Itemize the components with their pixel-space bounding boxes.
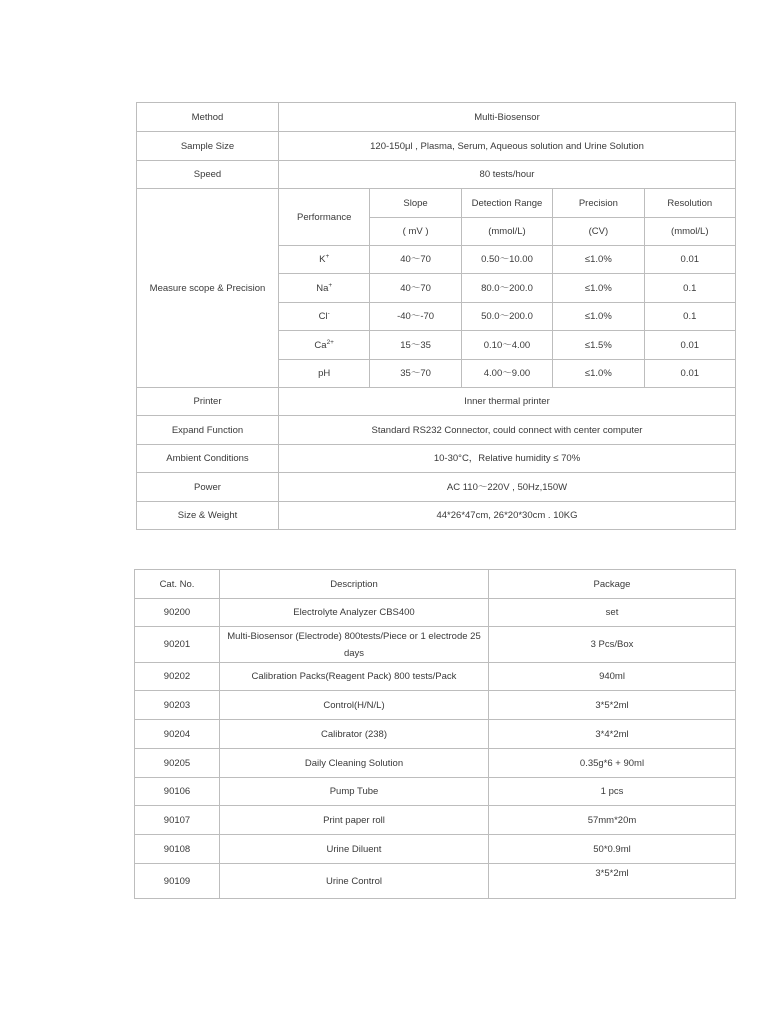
catalog-row <box>135 864 736 899</box>
slope-cell: 40～70 <box>370 246 461 274</box>
measure-header-row <box>137 189 736 218</box>
spec-value: Standard RS232 Connector, could connect with center computer <box>279 416 736 445</box>
catalog-pkg: 57mm*20m <box>489 806 736 835</box>
catalog-header: Description <box>220 570 489 599</box>
catalog-header: Package <box>489 570 736 599</box>
ion-cell <box>279 303 370 331</box>
catalog-table <box>134 569 736 899</box>
spec-value: Multi-Biosensor <box>279 103 736 132</box>
catalog-pkg: 0.35g*6 + 90ml <box>489 749 736 778</box>
measure-unit: (mmol/L) <box>644 218 735 246</box>
catalog-header: Cat. No. <box>135 570 220 599</box>
spec-row-speed <box>137 161 736 189</box>
resolution-cell: 0.01 <box>644 331 735 360</box>
measure-header: Precision <box>553 189 644 218</box>
spec-label: Sample Size <box>137 132 279 161</box>
ion-charge: + <box>325 252 330 260</box>
catalog-desc: Urine Control <box>220 864 489 899</box>
catalog-no: 90109 <box>135 864 220 899</box>
catalog-desc: Multi-Biosensor (Electrode) 800tests/Piece or 1 electrode 25 days <box>220 627 489 663</box>
slope-cell: 35～70 <box>370 360 461 388</box>
precision-cell: ≤1.5% <box>553 331 644 360</box>
spec-label: Size & Weight <box>137 502 279 530</box>
ion-cell <box>279 331 370 360</box>
spec-value: AC 110～220V , 50Hz,150W <box>279 473 736 502</box>
resolution-cell: 0.01 <box>644 246 735 274</box>
slope-cell: 15～35 <box>370 331 461 360</box>
measure-unit: (CV) <box>553 218 644 246</box>
catalog-no: 90200 <box>135 599 220 627</box>
spec-row-size <box>137 502 736 530</box>
spec-value: 120-150μl , Plasma, Serum, Aqueous solution and Urine Solution <box>279 132 736 161</box>
catalog-pkg: 3*5*2ml <box>489 864 736 899</box>
catalog-pkg: 50*0.9ml <box>489 835 736 864</box>
catalog-pkg: 3*4*2ml <box>489 720 736 749</box>
spec-label: Printer <box>137 388 279 416</box>
spec-label: Ambient Conditions <box>137 445 279 473</box>
catalog-pkg: 3*5*2ml <box>489 691 736 720</box>
ion-symbol: K <box>319 254 326 265</box>
catalog-no: 90202 <box>135 663 220 691</box>
catalog-no: 90205 <box>135 749 220 778</box>
catalog-row <box>135 806 736 835</box>
measure-header: Detection Range <box>461 189 552 218</box>
measure-header: Resolution <box>644 189 735 218</box>
spec-row-expand <box>137 416 736 445</box>
spec-value: Inner thermal printer <box>279 388 736 416</box>
spec-label: Power <box>137 473 279 502</box>
catalog-row <box>135 835 736 864</box>
spec-row-sample-size <box>137 132 736 161</box>
spec-value: 44*26*47cm, 26*20*30cm . 10KG <box>279 502 736 530</box>
precision-cell: ≤1.0% <box>553 360 644 388</box>
catalog-desc: Print paper roll <box>220 806 489 835</box>
measure-unit: ( mV ) <box>370 218 461 246</box>
precision-cell: ≤1.0% <box>553 246 644 274</box>
range-cell: 0.10～4.00 <box>461 331 552 360</box>
slope-cell: 40～70 <box>370 274 461 303</box>
catalog-desc: Electrolyte Analyzer CBS400 <box>220 599 489 627</box>
precision-cell: ≤1.0% <box>553 303 644 331</box>
catalog-desc: Control(H/N/L) <box>220 691 489 720</box>
catalog-row <box>135 599 736 627</box>
catalog-no: 90107 <box>135 806 220 835</box>
spec-row-method <box>137 103 736 132</box>
slope-cell: -40～-70 <box>370 303 461 331</box>
ion-cell <box>279 246 370 274</box>
range-cell: 50.0～200.0 <box>461 303 552 331</box>
catalog-row <box>135 627 736 663</box>
catalog-row <box>135 663 736 691</box>
spec-row-printer <box>137 388 736 416</box>
precision-cell: ≤1.0% <box>553 274 644 303</box>
catalog-desc: Calibrator (238) <box>220 720 489 749</box>
ion-cell <box>279 274 370 303</box>
catalog-no: 90204 <box>135 720 220 749</box>
catalog-pkg: 940ml <box>489 663 736 691</box>
resolution-cell: 0.1 <box>644 303 735 331</box>
range-cell: 80.0～200.0 <box>461 274 552 303</box>
catalog-desc: Urine Diluent <box>220 835 489 864</box>
catalog-desc: Daily Cleaning Solution <box>220 749 489 778</box>
range-cell: 0.50～10.00 <box>461 246 552 274</box>
catalog-desc: Pump Tube <box>220 778 489 806</box>
catalog-desc: Calibration Packs(Reagent Pack) 800 tests/Pack <box>220 663 489 691</box>
ion-symbol: Cl <box>318 311 328 322</box>
measure-unit: (mmol/L) <box>461 218 552 246</box>
spec-label: Expand Function <box>137 416 279 445</box>
range-cell: 4.00～9.00 <box>461 360 552 388</box>
catalog-no: 90106 <box>135 778 220 806</box>
catalog-no: 90203 <box>135 691 220 720</box>
spec-table <box>136 102 736 530</box>
catalog-row <box>135 720 736 749</box>
spec-label: Speed <box>137 161 279 189</box>
catalog-no: 90108 <box>135 835 220 864</box>
catalog-no: 90201 <box>135 627 220 663</box>
spec-row-power <box>137 473 736 502</box>
resolution-cell: 0.01 <box>644 360 735 388</box>
measure-label: Measure scope & Precision <box>137 189 279 388</box>
measure-header: Slope <box>370 189 461 218</box>
spec-value: 10-30°C，Relative humidity ≤ 70% <box>279 445 736 473</box>
ion-charge: 2+ <box>326 338 334 346</box>
catalog-pkg: set <box>489 599 736 627</box>
performance-label: Performance <box>279 189 370 246</box>
spec-row-ambient <box>137 445 736 473</box>
catalog-pkg: 3 Pcs/Box <box>489 627 736 663</box>
ion-charge: + <box>328 281 333 289</box>
resolution-cell: 0.1 <box>644 274 735 303</box>
spec-value: 80 tests/hour <box>279 161 736 189</box>
catalog-row <box>135 691 736 720</box>
ion-symbol: Na <box>316 282 329 294</box>
catalog-row <box>135 778 736 806</box>
spec-label: Method <box>137 103 279 132</box>
catalog-header-row <box>135 570 736 599</box>
ion-cell <box>279 360 370 388</box>
ion-symbol: Ca <box>314 339 327 351</box>
catalog-row <box>135 749 736 778</box>
catalog-pkg: 1 pcs <box>489 778 736 806</box>
ion-symbol: pH <box>318 368 331 379</box>
ion-charge: - <box>327 309 330 317</box>
